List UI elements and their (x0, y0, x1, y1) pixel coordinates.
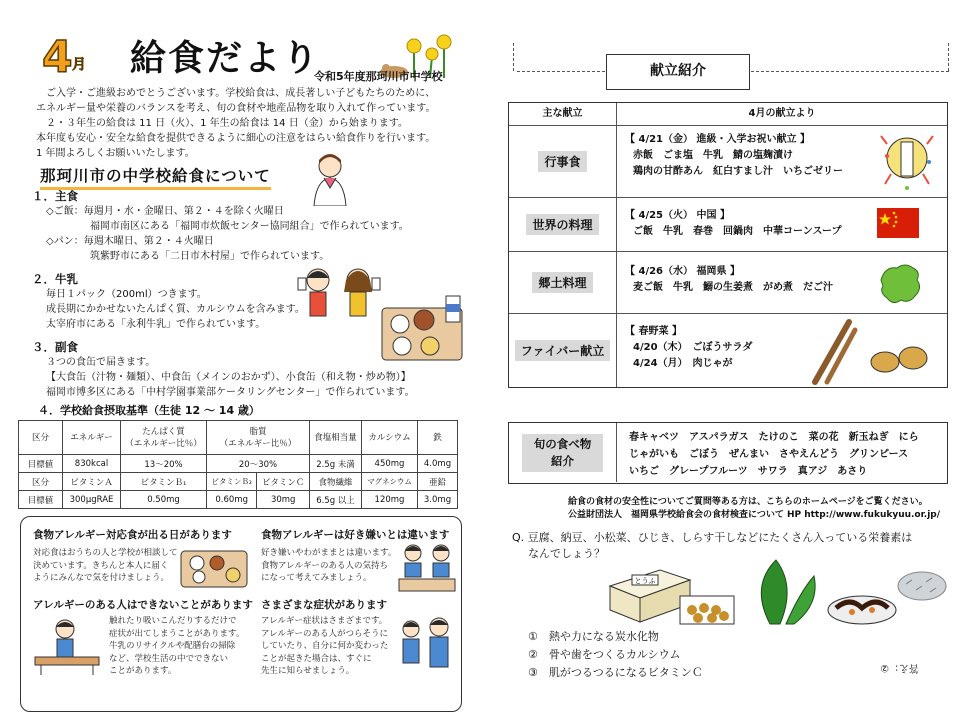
text-line: 赤飯 ごま塩 牛乳 鯖の塩麹漬け (633, 150, 793, 161)
menu-detail (625, 264, 833, 296)
table-cell: ビタミンＣ (257, 473, 310, 491)
intro-text (36, 86, 486, 161)
school-lunch-items (32, 186, 492, 400)
fukuoka-map-icon (875, 258, 925, 308)
table-cell: 13～20% (121, 455, 207, 473)
staple-title: １．主食 (32, 189, 78, 203)
category-label: ファイバー献立 (515, 340, 611, 361)
table-cell: 6.5g 以上 (310, 491, 362, 509)
burdock-potato-icon (805, 316, 935, 386)
lunch-tray-icon (179, 543, 249, 589)
tofu-label: とうふ (634, 577, 656, 585)
item-line: 【大食缶（汁物・麺類）、中食缶（メインのおかず）、小食缶（和え物・炒め物）】 (46, 372, 411, 383)
table-cell: ビタミンＡ (63, 473, 121, 491)
table-cell: 3.0mg (418, 491, 458, 509)
tofu-icon (610, 570, 690, 622)
item-line: ３つの食缶で届きます。 (46, 357, 156, 368)
seasonal-label-1: 旬の食べ物 (528, 435, 598, 453)
china-flag-icon (877, 208, 919, 238)
menu-category (509, 126, 617, 197)
table-cell: 300μgRAE (63, 491, 121, 509)
quiz-option: ③ 肌がつるつるになるビタミンＣ (528, 666, 703, 679)
student-wiping-table-icon (31, 617, 103, 677)
table-cell: 2.5g 未満 (310, 455, 362, 473)
allergy-heading-4: さまざまな症状があります (261, 599, 387, 611)
menu-row-fiber (509, 313, 947, 387)
text-line: ようにみんなで気を付けましょう。 (33, 573, 170, 583)
intake-standard-title: ４．学校給食摂取基準（生徒 12 ～ 14 歳） (38, 404, 260, 417)
komatsuna-icon (761, 560, 815, 624)
menu-row-local (509, 251, 947, 313)
table-cell: 区分 (19, 473, 63, 491)
table-cell: 120mg (362, 491, 418, 509)
text-line: 【 4/26（水） 福岡県 】 (625, 266, 740, 277)
allergy-text-1 (33, 547, 178, 585)
menu-table-header (509, 103, 947, 125)
table-cell: 食塩相当量 (310, 421, 362, 455)
text-line: していたり、自分に何か変わった (261, 641, 389, 651)
text-line: 触れたり吸いこんだりするだけで (109, 616, 237, 626)
protein-label: たんぱく質 (142, 426, 185, 437)
menu-row-world (509, 197, 947, 251)
category-label: 世界の料理 (526, 214, 598, 235)
intro-line: エネルギー量や栄養のバランスを考え、旬の食材や地産品物を取り入れて作っています。 (36, 103, 436, 114)
hijiki-icon (828, 596, 896, 624)
natto-icon (680, 596, 734, 624)
table-cell: 4.0mg (418, 455, 458, 473)
page-title: 給食だより (130, 38, 321, 79)
menu-detail (625, 324, 752, 372)
table-cell: マグネシウム (362, 473, 418, 491)
text-line: 4/20（木） ごぼうサラダ (633, 342, 753, 353)
intro-line: 1 年間よろしくお願いいたします。 (36, 148, 195, 159)
text-line: 対応食はおうちの人と学校が相談して (33, 548, 178, 558)
school-name: 令和5年度那珂川市中学校 (314, 70, 443, 83)
shirasu-icon (898, 572, 946, 600)
quiz-options (528, 628, 703, 682)
text-line: アレルギーのある人がつらそうに (261, 628, 388, 639)
text-line: 【 4/25（火） 中国 】 (625, 210, 730, 221)
table-cell: 食物繊維 (310, 473, 362, 491)
protein-sub: （エネルギー比％） (125, 438, 202, 449)
menu-detail (625, 132, 843, 180)
students-eating-icon (397, 541, 457, 595)
school-lunch-tray-icon (380, 294, 470, 362)
kids-drinking-milk-icon (290, 262, 390, 318)
allergy-info-box (20, 516, 462, 712)
month-suffix: 月 (72, 57, 86, 73)
menu-category (509, 198, 617, 251)
safety-notice (568, 496, 940, 522)
item-line: 毎日１パック（200ml）つきます。 (46, 289, 207, 300)
text-line: 食物アレルギーのある人の気持ち (261, 560, 388, 571)
table-row (19, 491, 458, 509)
text-line: など、学校生活の中でできない (109, 653, 229, 664)
text-line: アレルギー症状はさまざまです。 (261, 616, 388, 626)
category-label (522, 434, 604, 472)
text-line: 決めています。きちんと本人に届く (33, 560, 169, 571)
item-line: 筑紫野市にある「二日市木村屋」で作られています。 (90, 251, 330, 262)
safety-link[interactable]: 公益財団法人 福岡県学校給食会の食材検査について HP http://www.fukukyuu.or.jp/ (568, 510, 941, 520)
text-line: じゃがいも ごぼう ぜんまい さやえんどう グリンピース (629, 449, 909, 460)
allergy-heading-2: 食物アレルギーは好き嫌いとは違います (261, 529, 450, 541)
fat-sub: （エネルギー比％） (219, 438, 297, 449)
text-line: 症状が出てしまうことがあります。 (109, 628, 245, 639)
item-line: 成長期にかかせないたんぱく質、カルシウムを含みます。 (46, 304, 305, 315)
text-line: 【 春野菜 】 (625, 326, 682, 337)
side-dish-title: ３．副食 (32, 340, 78, 354)
quiz-option: ② 骨や歯をつくるカルシウム (528, 648, 681, 661)
celebration-kusudama-icon (877, 130, 937, 194)
text-line: いちご グレープフルーツ サワラ 真アジ あさり (629, 466, 868, 477)
intro-line: 本年度も安心・安全な給食を提供できるように細心の注意をはらい給食作りを行います。 (36, 133, 436, 144)
table-cell: エネルギー (63, 421, 121, 455)
item-line: 福岡市南区にある「福岡市炊飯センター協同組合」で作られています。 (90, 221, 409, 232)
table-cell: 0.60mg (207, 491, 257, 509)
text-line: になって考えてみましょう。 (261, 573, 372, 583)
item-line: 福岡市博多区にある「中村学園事業部ケータリングセンター」で作られています。 (46, 387, 415, 398)
item-line: ◇パン：毎週木曜日、第２・４火曜日 (46, 236, 214, 247)
text-line: 4/24（月） 肉じゃが (633, 358, 733, 369)
seasonal-label-2: 紹介 (545, 452, 580, 470)
milk-title: ２．牛乳 (32, 272, 78, 286)
intake-standard-table (18, 420, 458, 509)
text-line: 好き嫌いやわがままとは違います。 (261, 548, 397, 558)
allergy-text-3 (109, 615, 244, 678)
allergy-heading-1: 食物アレルギー対応食が出る日があります (33, 529, 232, 541)
menu-table (508, 102, 948, 388)
item-line: 太宰府市にある「永利牛乳」で作られています。 (46, 319, 266, 330)
seasonal-category (509, 423, 617, 482)
table-row (19, 421, 458, 455)
category-label: 郷土料理 (532, 272, 592, 293)
dashed-decoration (948, 43, 949, 71)
col-april-menu: 4月の献立より (748, 108, 816, 119)
text-line: 給食の食材の安全性についてご質問等ある方は、こちらのホームページをご覧ください。 (568, 497, 928, 507)
table-cell (121, 421, 207, 455)
menu-category (509, 252, 617, 313)
seasonal-food-box (508, 422, 948, 484)
text-line: ことが起きた場合は、すぐに (261, 653, 372, 664)
table-cell: カルシウム (362, 421, 418, 455)
text-line: 先生に知らせましょう。 (261, 666, 355, 676)
quiz-option: ① 熱や力になる炭水化物 (528, 630, 659, 643)
allergy-text-4 (261, 615, 388, 678)
fat-label: 脂質 (249, 426, 267, 437)
dashed-decoration (513, 43, 514, 71)
text-line: Q. 豆腐、納豆、小松菜、ひじき、しらす干しなどにたくさん入っている栄養素は (512, 531, 913, 544)
text-line: 【 4/21（金） 進級・入学お祝い献立 】 (625, 134, 810, 145)
menu-category (509, 314, 617, 387)
section-heading: 那珂川市の中学校給食について (40, 164, 271, 190)
text-line: なんでしょう？ (528, 547, 605, 560)
table-cell: 亜鉛 (418, 473, 458, 491)
table-row (19, 455, 458, 473)
col-main-menu: 主な献立 (509, 103, 617, 125)
table-cell (207, 421, 310, 455)
menu-heading-text: 献立紹介 (650, 63, 706, 79)
text-line: 春キャベツ アスパラガス たけのこ 菜の花 新玉ねぎ にら (629, 432, 919, 443)
text-line: ことがあります。 (109, 666, 177, 676)
category-label: 行事食 (538, 151, 586, 172)
menu-detail (625, 208, 842, 240)
item-line: ◇ご飯：毎週月・水・金曜日、第２・４を除く火曜日 (46, 206, 284, 217)
table-cell: 区分 (19, 421, 63, 455)
allergy-text-2 (261, 547, 396, 585)
table-cell: 0.50mg (121, 491, 207, 509)
table-cell: 目標値 (19, 455, 63, 473)
month-number: 4 (42, 32, 73, 83)
table-cell: 830kcal (63, 455, 121, 473)
student-and-teacher-icon (395, 615, 457, 677)
table-row (19, 473, 458, 491)
intro-line: ２・３年生の給食は 11 日（火）、1 年生の給食は 14 日（金）から始まります。 (46, 118, 408, 129)
text-line: ご飯 牛乳 春巻 回鍋肉 中華コーンスープ (633, 226, 842, 237)
table-cell: ビタミンＢ₁ (121, 473, 207, 491)
table-cell: 目標値 (19, 491, 63, 509)
table-cell: 20～30% (207, 455, 310, 473)
table-cell: ビタミンＢ₂ (207, 473, 257, 491)
table-cell: 450mg (362, 455, 418, 473)
intro-line: ご入学・ご進級おめでとうございます。学校給食は、成長著しい子どもたちのために、 (46, 88, 436, 99)
seasonal-list (629, 429, 919, 480)
quiz-foods-illustration (600, 556, 956, 628)
text-line: 牛乳のリサイクルや配膳台の掃除 (109, 641, 236, 651)
text-line: 麦ご飯 牛乳 鰯の生姜煮 がめ煮 だご汁 (633, 282, 833, 293)
text-line: 鶏肉の甘酢あん 紅白すまし汁 いちごゼリー (633, 166, 843, 177)
allergy-heading-3: アレルギーのある人はできないことがあります (33, 599, 253, 611)
menu-row-event (509, 125, 947, 197)
table-cell: 30mg (257, 491, 310, 509)
table-cell: 鉄 (418, 421, 458, 455)
quiz-answer-upside-down: 答え：② (880, 662, 919, 673)
menu-heading (606, 54, 750, 90)
